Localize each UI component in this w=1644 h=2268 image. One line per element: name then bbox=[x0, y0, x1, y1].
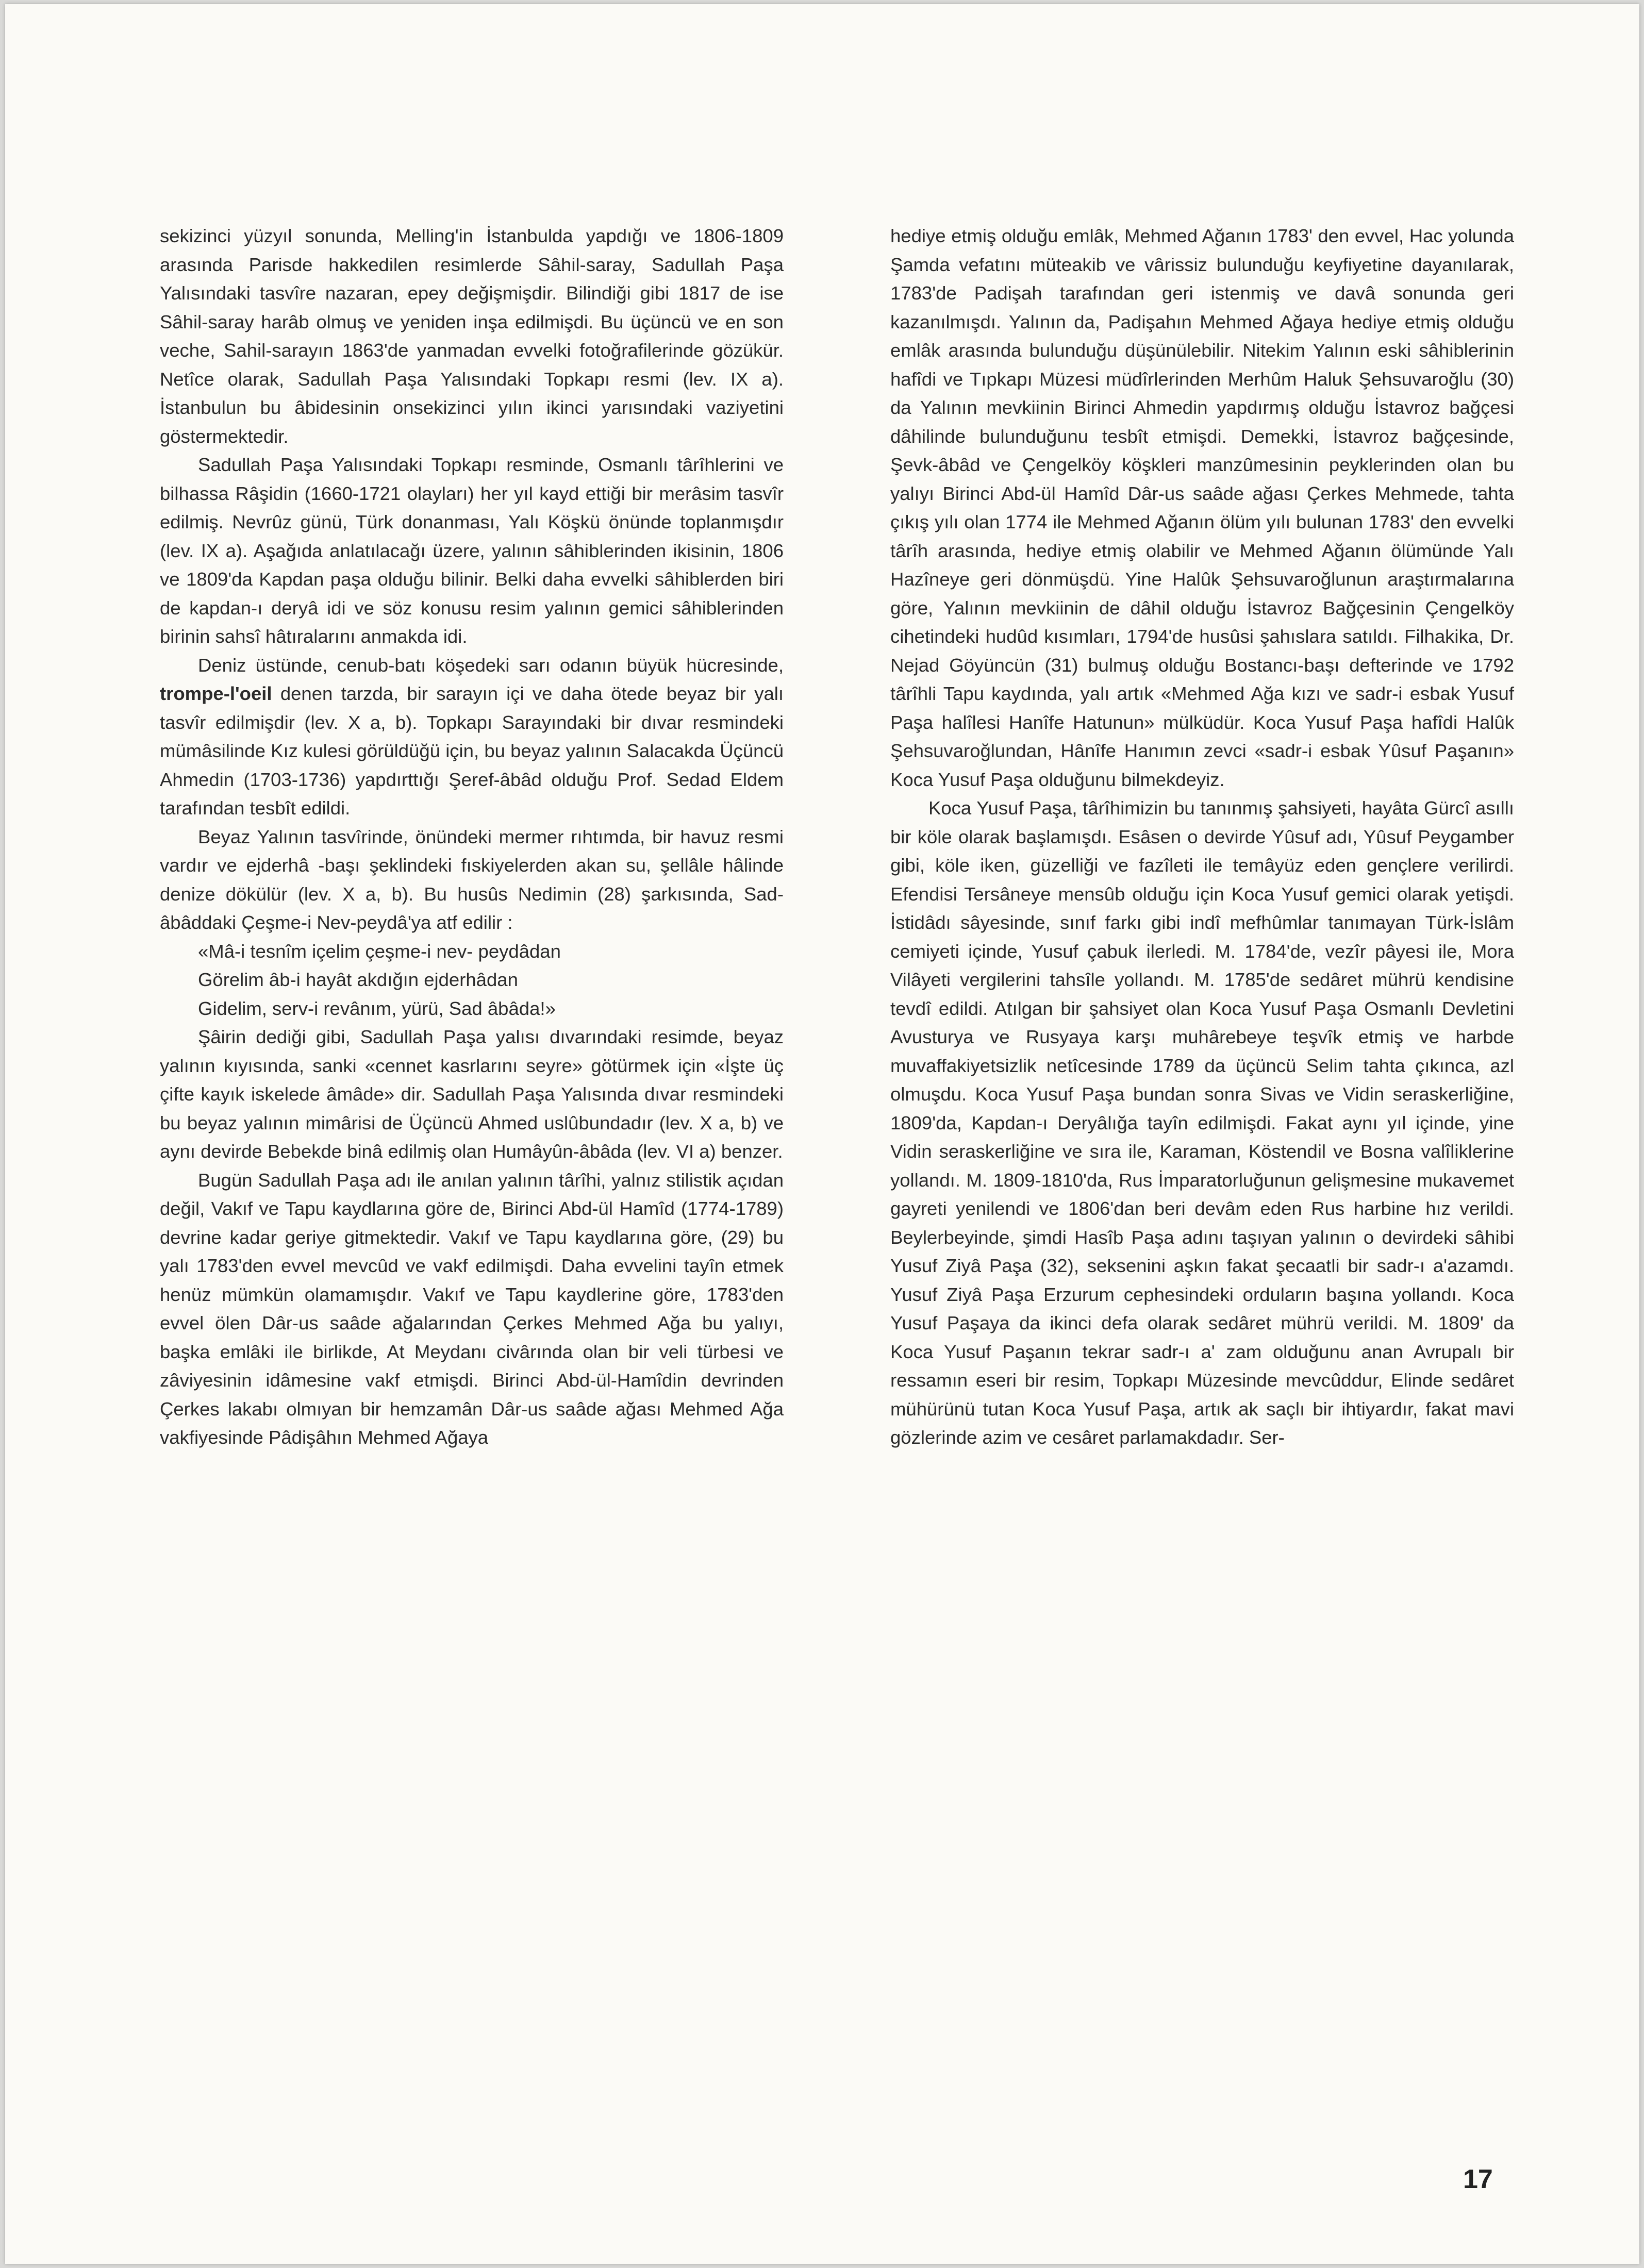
page-number: 17 bbox=[1463, 2164, 1493, 2194]
verse-line: «Mâ-i tesnîm içelim çeşme-i nev- peydâdan bbox=[198, 940, 561, 962]
paragraph: sekizinci yüzyıl sonunda, Melling'in İstanbulda yapdığı ve 1806-1809 arasında Parisde hakkedilen resimlerde Sâhil-saray, Sadullah Paşa Yalısındaki tasvîre nazaran, epey değişmişdir. Bilindiği gibi 1817 de ise Sâhil-saray harâb olmuş ve yeniden inşa edilmişdi. Bu üçüncü ve en son veche, Sahil-sarayın 1863'de yanmadan evvelki fotoğrafilerinde gözükür. Netîce olarak, Sadullah Paşa Yalısındaki Topkapı resmi (lev. IX a). İstanbulun bu âbidesinin onsekizinci yılın ikinci yarısındaki vaziyetini göstermektedir. bbox=[160, 225, 784, 447]
verse-line: Gidelim, serv-i revânım, yürü, Sad âbâda!» bbox=[198, 997, 556, 1019]
paragraph-text: Deniz üstünde, cenub-batı köşedeki sarı odanın büyük hücresinde, bbox=[198, 654, 784, 676]
paragraph: hediye etmiş olduğu emlâk, Mehmed Ağanın 1783' den evvel, Hac yolunda Şamda vefatını müteakib ve vârissiz bulunduğu keyfiyetine dayanılarak, 1783'de Padişah tarafından geri istenmiş ve davâ sonunda geri kazanılmışdı. Yalının da, Padişahın Mehmed Ağaya hediye etmiş olduğu emlâk arasında bulunduğu düşünülebilir. Nitekim Yalının eski sâhiblerinin hafîdi ve Tıpkapı Müzesi müdîrlerinden Merhûm Haluk Şehsuvaroğlu (30) da Yalının mevkiinin Birinci Ahmedin yapdırmış olduğu İstavroz bağçesi dâhilinde bulunduğunu tesbît etmişdi. Demekki, İstavroz bağçesinde, Şevk-âbâd ve Çengelköy köşkleri manzûmesinin peyklerinden olan bu yalıyı Birinci Abd-ül Hamîd Dâr-us saâde ağası Çerkes Mehmede, tahta çıkış yılı olan 1774 ile Mehmed Ağanın ölüm yılı bulunan 1783' den evvelki târîh arasında, hediye etmiş olabilir ve Mehmed Ağanın ölümünde Yalı Hazîneye geri dönmüşdü. Yine Halûk Şehsuvaroğlunun araştırmalarına göre, Yalının mevkiinin de dâhil olduğu İstavroz Bağçesinin Çengelköy cihetindeki hudûd kısımları, 1794'de husûsi şahıslara satıldı. Filhakika, Dr. Nejad Göyüncün (31) bulmuş olduğu Bostancı-başı defterinde ve 1792 târîhli Tapu kaydında, yalı artık «Mehmed Ağa kızı ve sadr-i esbak Yusuf Paşa halîlesi Hanîfe Hatunun» mülküdür. Koca Yusuf Paşa hafîdi Halûk Şehsuvaroğlundan, Hânîfe Hanımın zevci «sadr-i esbak Yûsuf Paşanın» Koca Yusuf Paşa olduğunu bilmekdeyiz. bbox=[890, 225, 1514, 790]
emphasized-term: trompe-l'oeil bbox=[160, 683, 272, 704]
paragraph: Beyaz Yalının tasvîrinde, önündeki mermer rıhtımda, bir havuz resmi vardır ve ejderhâ -başı şeklindeki fıskiyelerden akan su, şellâle hâlinde denize dökülür (lev. X a, b). Bu husûs Nedimin (28) şarkısında, Sad-âbâddaki Çeşme-i Nev-peydâ'ya atf edilir : bbox=[160, 826, 784, 933]
paragraph bbox=[160, 651, 784, 823]
paragraph: Şâirin dediği gibi, Sadullah Paşa yalısı dıvarındaki resimde, beyaz yalının kıyısında, sanki «cennet kasrlarını seyre» götürmek için «İşte üç çifte kayık iskelede âmâde» dir. Sadullah Paşa Yalısında dıvar resmindeki bu beyaz yalının mimârisi de Üçüncü Ahmed uslûbundadır (lev. X a, b) ve aynı devirde Bebekde binâ edilmiş olan Humâyûn-âbâda (lev. VI a) benzer. bbox=[160, 1026, 784, 1162]
verse-line: Görelim âb-i hayât akdığın ejderhâdan bbox=[198, 969, 518, 990]
paragraph: Bugün Sadullah Paşa adı ile anılan yalının târîhi, yalnız stilistik açıdan değil, Vakıf ve Tapu kaydlarına göre de, Birinci Abd-ül Hamîd (1774-1789) devrine kadar geriye gitmektedir. Vakıf ve Tapu kaydlarına göre, (29) bu yalı 1783'den evvel mevcûd ve vakf edilmişdi. Daha evvelini tayîn etmek henüz mümkün olamamışdır. Vakıf ve Tapu kaydlerine göre, 1783'den evvel ölen Dâr-us saâde ağalarından Çerkes Mehmed Ağa bu yalıyı, başka emlâki ile birlikde, At Meydanı civârında olan bir veli türbesi ve zâviyesinin idâmesine vakf etmişdi. Birinci Abd-ül-Hamîdin devrinden Çerkes lakabı olmıyan bir hemzamân Dâr-us saâde ağası Mehmed Ağa vakfiyesinde Pâdişâhın Mehmed Ağaya bbox=[160, 1169, 784, 1448]
paragraph-text: denen tarzda, bir sarayın içi ve daha ötede beyaz bir yalı tasvîr edilmişdir (lev. X a, b). Topkapı Sarayındaki bir dıvar resmindeki mümâsilinde Kız kulesi görüldüğü için, bu beyaz yalının Salacakda Üçüncü Ahmedin (1703-1736) yapdırttığı Şeref-âbâd olduğu Prof. Sedad Eldem tarafından tesbît edildi. bbox=[160, 683, 784, 819]
paragraph: Koca Yusuf Paşa, târîhimizin bu tanınmış şahsiyeti, hayâta Gürcî asıllı bir köle olarak başlamışdı. Esâsen o devirde Yûsuf adı, Yûsuf Peygamber gibi, köle iken, güzelliği ve fazîleti ile temâyüz eden gençlere verilirdi. Efendisi Tersâneye mensûb olduğu için Koca Yusuf gemici olarak yetişdi. İstidâdı sâyesinde, sınıf farkı gibi indî mefhûmlar tanımayan Türk-İslâm cemiyeti içinde, Yusuf çabuk ilerledi. M. 1784'de, vezîr pâyesi ile, Mora Vilâyeti vergilerini tahsîle yollandı. M. 1785'de sedâret mührü kendisine tevdî edildi. Atılgan bir şahsiyet olan Koca Yusuf Paşa Osmanlı Devletini Avusturya ve Rusyaya karşı muhârebeye teşvîk etmiş ve harbde muvaffakiyetsizlik netîcesinde 1789 da üçüncü Selim tahta çıkınca, azl olmuşdu. Koca Yusuf Paşa bundan sonra Sivas ve Vidin seraskerliğine, 1809'da, Kapdan-ı Deryâlığa tayîn edilmişdi. Fakat aynı yıl içinde, yine Vidin seraskerliğine ve sıra ile, Karaman, Köstendil ve Bosna valîliklerine yollandı. M. 1809-1810'da, Rus İmparatorluğunun gelişmesine mukavemet gayreti yenilendi ve 1806'dan beri devâm eden Rus harbine hız verildi. Beylerbeyinde, şimdi Hasîb Paşa adını taşıyan yalının o devirdeki sâhibi Yusuf Ziyâ Paşa (32), seksenini aşkın fakat şecaatli bir sadr-ı a'azamdı. Yusuf Ziyâ Paşa Erzurum cephesindeki orduların başına yollandı. Koca Yusuf Paşaya da ikinci defa olarak sedâret mührü verildi. M. 1809' da Koca Yusuf Paşanın tekrar sadr-ı a' zam olduğunu anan Avrupalı bir ressamın eseri bir resim, Topkapı Müzesinde mevcûddur, Elinde sedâret mühürünü tutan Koca Yusuf Paşa, artık ak saçlı bir ihtiyardır, fakat mavi gözlerinde azim ve cesâret parlamakdadır. Ser- bbox=[890, 797, 1514, 1448]
left-text-column bbox=[160, 222, 784, 1452]
document-page bbox=[5, 4, 1639, 2264]
right-text-column bbox=[890, 222, 1514, 1452]
paragraph: Sadullah Paşa Yalısındaki Topkapı resminde, Osmanlı târîhlerini ve bilhassa Râşidin (1660-1721 olayları) her yıl kayd ettiği bir merâsim tasvîr edilmiş. Nevrûz günü, Türk donanması, Yalı Köşkü önünde toplanmışdır (lev. IX a). Aşağıda anlatılacağı üzere, yalının sâhiblerinden ikisinin, 1806 ve 1809'da Kapdan paşa olduğu bilinir. Belki daha evvelki sâhiblerden biri de kapdan-ı deryâ idi ve söz konusu resim yalının gemici sâhiblerinden birinin sahsî hâtıralarını anmakda idi. bbox=[160, 454, 784, 647]
